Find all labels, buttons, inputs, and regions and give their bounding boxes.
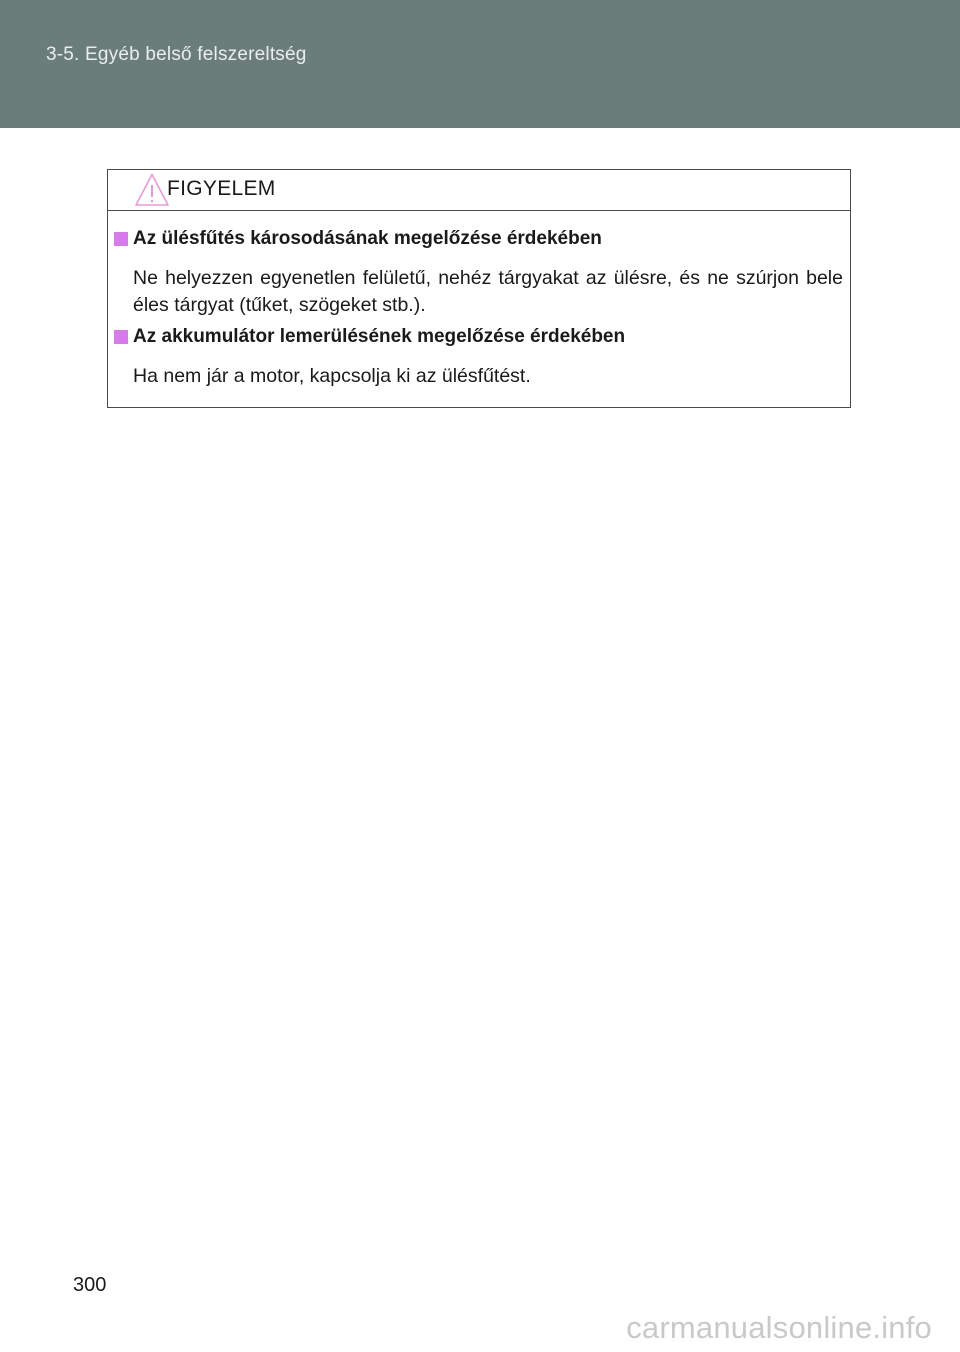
section-header — [113, 228, 843, 252]
section-body: Ha nem jár a motor, kapcsolja ki az ülésfűtést. — [133, 365, 531, 387]
section-heading: Az ülésfűtés károsodásának megelőzése érdekében — [133, 228, 602, 249]
section-header — [113, 326, 843, 350]
page-number: 300 — [73, 1274, 107, 1296]
warning-section — [113, 326, 843, 390]
warning-title: FIGYELEM — [167, 177, 276, 200]
warning-box — [107, 169, 851, 408]
warning-header — [108, 170, 850, 211]
watermark: carmanualsonline.info — [626, 1310, 932, 1345]
header-bar — [0, 0, 960, 128]
section-body: Ne helyezzen egyenetlen felületű, nehéz tárgyakat az ülésre, és ne szúrjon bele éles tárgyat (tűket, szögeket stb.). — [133, 267, 843, 316]
square-bullet-icon — [114, 232, 128, 246]
warning-section — [113, 228, 843, 319]
square-bullet-icon — [114, 330, 128, 344]
section-title: 3-5. Egyéb belső felszereltség — [46, 44, 307, 65]
section-heading: Az akkumulátor lemerülésének megelőzése érdekében — [133, 326, 626, 347]
